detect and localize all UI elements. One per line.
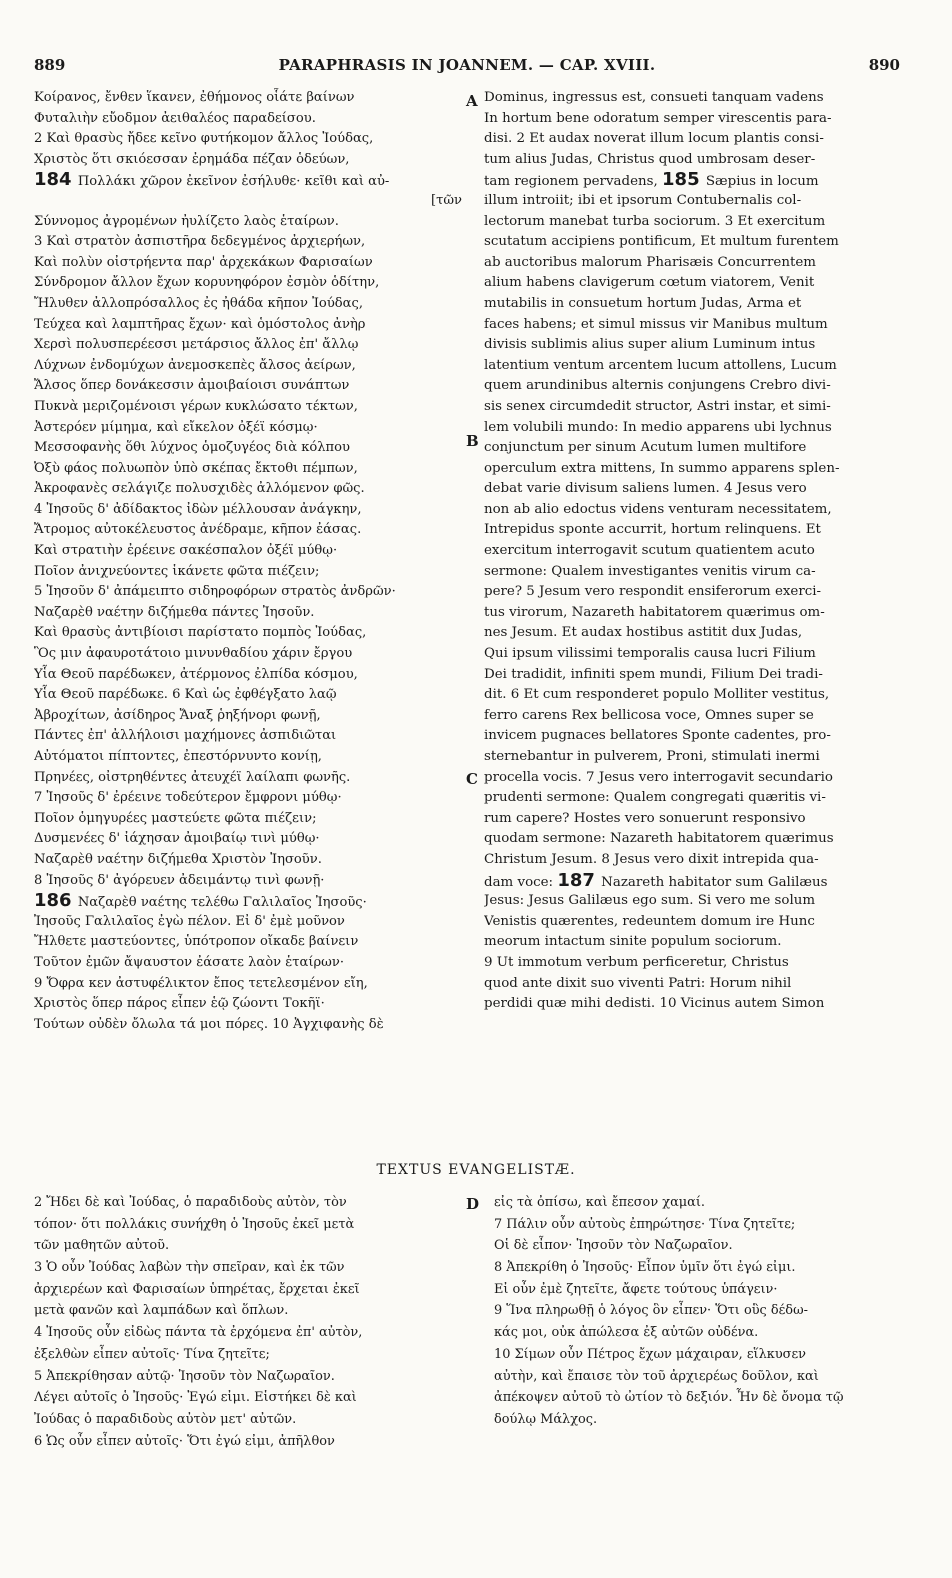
text-segment: sis senex circumdedit structor, Astri instar, et simi- [484,398,831,414]
greek-line [34,994,462,1015]
greek-line [34,974,462,995]
greek-line [34,150,462,171]
gospel-left-line [34,1214,462,1236]
text-segment: exercitum interrogavit scutum quatientem acuto [484,543,815,559]
text-segment: Πυκνὰ μεριζομένοισι γέρων κυκλώσατο τέκτων, [34,398,358,414]
text-segment: dit. 6 Et cum responderet populo Molliter vestitus, [484,687,830,703]
gospel-left-line [34,1322,462,1344]
latin-line [484,953,904,974]
text-segment: debat varie divisum saliens lumen. 4 Jesus vero [484,481,807,497]
text-segment: Υἷα Θεοῦ παρέδωκεν, ἀτέρμονος ἐλπίδα κόσμου, [34,666,358,682]
text-segment: μετὰ φανῶν καὶ λαμπάδων καὶ ὅπλων. [34,1303,289,1319]
text-segment: Ἀκροφανὲς σελάγιζε πολυσχιδὲς ἀλλόμενον φῶς. [34,481,365,497]
text-segment: Intrepidus sponte accurrit, hortum relinquens. Et [484,522,821,538]
greek-line [34,788,462,809]
text-segment: sermone: Qualem investigantes venitis virum ca- [484,563,816,579]
gospel-text-left-column [34,1192,462,1452]
latin-line [484,891,904,912]
text-segment: Αὐτόματοι πίπτοντες, ἐπεστόρνυντο κονίῃ, [34,749,322,764]
latin-line [484,212,904,233]
latin-line [484,438,904,459]
text-segment: 9 Ὄφρα κεν ἀστυφέλικτον ἔπος τετελεσμένον εἴη, [34,975,368,991]
section-number: 186 [34,890,78,912]
page-number-right: 890 [868,56,900,74]
text-segment: Οἱ δὲ εἶπον· Ἰησοῦν τὸν Ναζωραῖον. [494,1238,733,1254]
greek-line [34,768,462,789]
text-segment: Τεύχεα καὶ λαμπτῆρας ἔχων· καὶ ὁμόστολος ἀνὴρ [34,316,366,332]
gospel-right-line [494,1235,900,1257]
text-segment: perdidi quæ mihi dedisti. 10 Vicinus autem Simon [484,996,825,1012]
greek-line [34,438,462,459]
text-segment: Πρηνέες, οἰστρηθέντες ἀτευχέϊ λαίλαπι φωνῆς. [34,769,351,785]
gospel-right-line [494,1300,900,1322]
text-segment: meorum intactum sinite populum sociorum. [484,934,782,950]
text-segment: κάς μοι, οὐκ ἀπώλεσα ἐξ αὐτῶν οὐδένα. [494,1325,759,1341]
text-segment: 7 Πάλιν οὖν αὐτοὺς ἐπηρώτησε· Τίνα ζητεῖτε; [494,1216,796,1232]
text-segment: illum introiit; ibi et ipsorum Contubernalis col- [484,192,802,208]
latin-line [484,582,904,603]
greek-line [34,129,462,150]
gospel-left-line [34,1366,462,1388]
greek-line [34,418,462,439]
text-segment: sternebantur in pulverem, Proni, stimulati inermi [484,749,820,764]
gospel-right-line [494,1344,900,1366]
text-segment: Ναζαρὲθ ναέτης τελέθω Γαλιλαῖος Ἰησοῦς· [77,895,367,911]
text-segment: tus virorum, Nazareth habitatorem quærimus om- [484,604,825,620]
greek-line [34,520,462,541]
greek-line [34,953,462,974]
greek-line [34,603,462,624]
latin-line [484,850,904,871]
text-segment: Dei tradidit, infiniti spem mundi, Filium Dei tradi- [484,666,823,682]
greek-paraphrase-column [34,88,462,1035]
gospel-right-line [494,1214,900,1236]
text-segment: 6 Ὡς οὖν εἶπεν αὐτοῖς· Ὅτι ἐγώ εἰμι, ἀπῆλθον [34,1433,335,1449]
greek-line [34,232,462,253]
text-segment: Σύννομος ἀγρομένων ἠυλίζετο λαὸς ἑταίρων. [34,213,339,229]
margin-marker-a: A [466,92,478,110]
margin-marker-c: C [466,770,478,788]
text-segment: tam regionem pervadens, [484,174,663,190]
greek-line [34,932,462,953]
greek-line [34,809,462,830]
text-segment: τόπον· ὅτι πολλάκις συνήχθη ὁ Ἰησοῦς ἐκεῖ μετὰ [34,1216,355,1232]
text-segment: lectorum manebat turba sociorum. 3 Et exercitum [484,213,826,229]
text-segment: Τοῦτον ἐμῶν ἄψαυστον ἐάσατε λαὸν ἑταίρων· [34,954,344,970]
latin-line [484,706,904,727]
greek-line [34,912,462,933]
latin-line [484,788,904,809]
greek-line [34,1015,462,1036]
gospel-right-line [494,1322,900,1344]
latin-line [484,520,904,541]
section-title: TEXTUS EVANGELISTÆ. [376,1162,576,1178]
text-segment: alium habens clavigerum cœtum viatorem, Venit [484,275,815,291]
gospel-text-right-column [494,1192,900,1431]
gospel-left-line [34,1279,462,1301]
text-segment: rum capere? Hostes vero sonuerunt responsivo [484,810,806,826]
text-segment: Καὶ θρασὺς ἀντιβίοισι παρίστατο πομπὸς Ἰούδας, [34,625,367,641]
latin-line [484,623,904,644]
greek-line [34,623,462,644]
text-segment: Καὶ πολὺν οἰστρήεντα παρ' ἀρχεκάκων Φαρισαίων [34,254,373,270]
latin-line [484,932,904,953]
latin-line [484,315,904,336]
text-segment: 2 Καὶ θρασὺς ἤδεε κεῖνο φυτήκομον ἄλλος Ἰούδας, [34,131,374,147]
text-segment: dam voce: [484,874,558,890]
text-segment: Ἰησοῦς Γαλιλαῖος ἐγὼ πέλον. Εἰ δ' ἐμὲ μοῦνον [34,913,345,929]
latin-line [484,500,904,521]
text-segment: Τούτων οὐδὲν ὄλωλα τά μοι πόρες. 10 Ἀγχιφανὴς δὲ [34,1016,384,1032]
latin-line [484,603,904,624]
text-segment: Ἤλθετε μαστεύοντες, ὑπότροπον οἴκαδε βαίνειν [34,934,359,950]
gospel-left-line [34,1192,462,1214]
text-segment: In hortum bene odoratum semper virescentis para- [484,110,832,126]
latin-line [484,88,904,109]
text-segment: scutatum accipiens pontificum, Et multum furentem [484,234,839,250]
text-segment: Πολλάκι χῶρον ἐκεῖνον ἐσήλυθε· κεῖθι καὶ αὐ- [77,174,390,190]
greek-line [34,109,462,130]
text-segment: Μεσσοφανὴς ὅθι λύχνος ὁμοζυγέος διὰ κόλπου [34,440,351,456]
text-segment: Ἄλσος ὅπερ δονάκεσσιν ἀμοιβαίοισι συνάπτων [34,378,350,394]
greek-line [34,294,462,315]
text-segment: divisis sublimis alius super alium Luminum intus [484,337,816,353]
text-segment: ferro carens Rex bellicosa voce, Omnes super se [484,707,814,723]
latin-line [484,644,904,665]
gospel-right-line [494,1387,900,1409]
greek-line [34,397,462,418]
text-segment: Δυσμενέες δ' ἰάχησαν ἀμοιβαίῳ τινὶ μύθῳ· [34,831,320,847]
text-segment: Ἀβροχίτων, ἀσίδηρος Ἄναξ ῥηξήνορι φωνῇ, [34,707,321,723]
text-segment: Χριστὸς ὅτι σκιόεσσαν ἐρημάδα πέζαν ὁδεύων, [34,151,350,167]
text-segment: Ἄτρομος αὐτοκέλευστος ἀνέδραμε, κῆπον ἐάσας. [34,522,362,538]
latin-line [484,994,904,1015]
text-segment: 10 Σίμων οὖν Πέτρος ἔχων μάχαιραν, εἵλκυσεν [494,1346,806,1362]
section-number: 185 [662,169,706,191]
latin-line [484,665,904,686]
gospel-right-line [494,1279,900,1301]
latin-line [484,562,904,583]
greek-line [34,665,462,686]
latin-line [484,335,904,356]
page-number-left: 889 [34,56,66,74]
text-segment: non ab alio edoctus videns venturam necessitatem, [484,501,832,517]
page-header [34,56,900,78]
text-segment: Υἷα Θεοῦ παρέδωκε. 6 Καὶ ὡς ἐφθέγξατο λαῷ [34,687,337,703]
gospel-right-line [494,1366,900,1388]
text-segment: Ἤλυθεν ἀλλοπρόσαλλος ἐς ἠθάδα κῆπον Ἰούδας, [34,295,363,311]
text-segment: τῶν μαθητῶν αὐτοῦ. [34,1238,170,1254]
text-segment: Venistis quærentes, redeuntem domum ire Hunc [484,913,815,929]
text-segment: Qui ipsum vilissimi temporalis causa lucri Filium [484,646,816,662]
text-segment: 9 Ut immotum verbum perficeretur, Christus [484,954,789,970]
section-number: 187 [557,869,602,891]
latin-line [484,150,904,171]
section-number: 184 [34,169,78,191]
text-segment: procella vocis. 7 Jesus vero interrogavit secundario [484,769,833,785]
text-segment: 5 Ἀπεκρίθησαν αὐτῷ· Ἰησοῦν τὸν Ναζωραῖον. [34,1368,335,1384]
text-segment: Ναζαρὲθ ναέτην διζήμεθα Χριστὸν Ἰησοῦν. [34,851,322,867]
latin-line [484,685,904,706]
text-segment: lem volubili mundo: In medio apparens ubi lychnus [484,419,832,435]
greek-line [34,253,462,274]
text-segment: Dominus, ingressus est, consueti tanquam vadens [484,90,824,105]
greek-line [34,829,462,850]
greek-line [34,376,462,397]
latin-paraphrase-column [484,88,904,1015]
text-segment: mutabilis in consuetum hortum Judas, Arma et [484,295,802,311]
latin-line [484,747,904,768]
latin-line [484,109,904,130]
text-segment: Ὀξὺ φάος πολυωπὸν ὑπὸ σκέπας ἔκτοθι πέμπων, [34,460,358,476]
text-segment: quem arundinibus alternis conjungens Crebro divi- [484,378,831,394]
latin-line [484,273,904,294]
text-segment: Λύχνων ἐνδομύχων ἀνεμοσκεπὲς ἄλσος ἀείρων, [34,357,356,373]
greek-line [34,335,462,356]
latin-line [484,479,904,500]
text-segment: 3 Καὶ στρατὸν ἀσπιστῆρα δεδεγμένος ἀρχιερήων, [34,234,366,250]
text-segment: Ἰούδας ὁ παραδιδοὺς αὐτὸν μετ' αὐτῶν. [34,1411,297,1427]
gospel-left-line [34,1409,462,1431]
gospel-left-line [34,1235,462,1257]
running-title: PARAPHRASIS IN JOANNEM. — CAP. XVIII. [278,56,656,74]
greek-line [34,191,462,212]
greek-line [34,315,462,336]
text-segment: quodam sermone: Nazareth habitatorem quærimus [484,831,834,847]
latin-line [484,912,904,933]
gospel-left-line [34,1257,462,1279]
greek-line [34,850,462,871]
text-segment: Εἰ οὖν ἐμὲ ζητεῖτε, ἄφετε τούτους ὑπάγειν· [494,1281,778,1297]
text-segment: 8 Ἀπεκρίθη ὁ Ἰησοῦς· Εἶπον ὑμῖν ὅτι ἐγώ εἰμι. [494,1260,796,1276]
text-segment: prudenti sermone: Qualem congregati quæritis vi- [484,790,826,806]
text-segment: Λέγει αὐτοῖς ὁ Ἰησοῦς· Ἐγώ εἰμι. Εἱστήκει δὲ καὶ [34,1390,357,1406]
greek-line [34,582,462,603]
greek-line [34,891,462,912]
text-segment: 8 Ἰησοῦς δ' ἀγόρευεν ἀδειμάντῳ τινὶ φωνῇ· [34,872,325,888]
gospel-right-line [494,1257,900,1279]
text-segment: operculum extra mittens, In summo apparens splen- [484,460,840,476]
greek-line [34,500,462,521]
latin-line [484,829,904,850]
text-segment: disi. 2 Et audax noverat illum locum plantis consi- [484,131,824,147]
text-segment: faces habens; et simul missus vir Manibus multum [484,316,828,332]
greek-line [34,212,462,233]
gospel-left-line [34,1344,462,1366]
gospel-right-line [494,1192,900,1214]
latin-line [484,418,904,439]
gospel-left-line [34,1387,462,1409]
text-segment: Nazareth habitator sum Galilæus [601,874,828,890]
margin-marker-b: B [466,432,479,450]
latin-line [484,726,904,747]
latin-line [484,253,904,274]
latin-line [484,232,904,253]
greek-line [34,685,462,706]
greek-line [34,562,462,583]
text-segment: ab auctoribus malorum Pharisæis Concurrentem [484,254,816,270]
text-segment: Jesus: Jesus Galilæus ego sum. Si vero me solum [484,893,816,909]
text-segment: εἰς τὰ ὀπίσω, καὶ ἔπεσον χαμαί. [494,1195,706,1210]
text-segment: δούλῳ Μάλχος. [494,1411,598,1427]
greek-line [34,170,462,191]
latin-line [484,459,904,480]
greek-line [34,747,462,768]
text-segment: Χριστὸς ὅπερ πάρος εἶπεν ἑῷ ζώοντι Τοκῆϊ· [34,996,325,1012]
text-segment: quod ante dixit suo viventi Patri: Horum nihil [484,975,792,991]
text-segment: Sæpius in locum [705,174,819,190]
text-segment: [τῶν [431,192,462,208]
text-segment: Κοίρανος, ἔνθεν ἵκανεν, ἐθήμονος οἷάτε βαίνων [34,90,355,105]
greek-line [34,356,462,377]
text-segment: 2 Ἤδει δὲ καὶ Ἰούδας, ὁ παραδιδοὺς αὐτὸν, τὸν [34,1195,347,1210]
text-segment: Christum Jesum. 8 Jesus vero dixit intrepida qua- [484,851,819,867]
text-segment: Καὶ στρατιὴν ἐρέεινε σακέσπαλον ὀξέϊ μύθῳ· [34,543,338,559]
latin-line [484,397,904,418]
gospel-left-line [34,1300,462,1322]
gospel-right-line [494,1409,900,1431]
latin-line [484,294,904,315]
text-segment: 3 Ὁ οὖν Ἰούδας λαβὼν τὴν σπεῖραν, καὶ ἐκ τῶν [34,1260,345,1276]
text-segment: ἀπέκοψεν αὐτοῦ τὸ ὠτίον τὸ δεξιόν. Ἦν δὲ ὄνομα τῷ [494,1390,844,1406]
text-segment: 4 Ἰησοῦς δ' ἀδίδακτος ἰδὼν μέλλουσαν ἀνάγκην, [34,501,362,517]
latin-line [484,974,904,995]
greek-line [34,706,462,727]
text-segment: latentium ventum arcentem lucum attollens, Lucum [484,357,837,373]
greek-line [34,88,462,109]
text-segment: Ναζαρὲθ ναέτην διζήμεθα πάντες Ἰησοῦν. [34,604,315,620]
greek-line [34,726,462,747]
text-segment: 9 Ἵνα πληρωθῇ ὁ λόγος ὃν εἶπεν· Ὅτι οὓς δέδω- [494,1303,808,1319]
latin-line [484,170,904,191]
latin-line [484,129,904,150]
text-segment: Σύνδρομον ἄλλον ἔχων κορυνηφόρον ἐσμὸν ὁδίτην, [34,275,380,291]
text-segment: 4 Ἰησοῦς οὖν εἰδὼς πάντα τὰ ἐρχόμενα ἐπ' αὐτὸν, [34,1325,363,1341]
text-segment: αὐτὴν, καὶ ἔπαισε τὸν τοῦ ἀρχιερέως δοῦλον, καὶ [494,1368,819,1384]
text-segment: conjunctum per sinum Acutum lumen multifore [484,440,807,456]
greek-line [34,871,462,892]
text-segment: nes Jesum. Et audax hostibus astitit dux Judas, [484,625,803,641]
latin-line [484,541,904,562]
greek-line [34,644,462,665]
text-segment: Φυταλιὴν εὔοδμον ἀειθαλέος παραδείσου. [34,110,316,126]
text-segment: 7 Ἰησοῦς δ' ἐρέεινε τοδεύτερον ἔμφρονι μύθῳ· [34,790,342,806]
text-segment: tum alius Judas, Christus quod umbrosam deser- [484,151,816,167]
text-segment: Ποῖον ὁμηγυρέες μαστεύετε φῶτα πιέζειν; [34,810,317,826]
margin-marker-d: D [466,1195,480,1213]
text-segment: Ὃς μιν ἀφαυροτάτοιο μινυνθαδίου χάριν ἔργου [34,646,353,662]
gospel-left-line [34,1431,462,1453]
latin-line [484,809,904,830]
text-segment: Χερσὶ πολυσπερέεσσι μετάρσιος ἄλλος ἐπ' ἄλλῳ [34,337,359,353]
text-segment: Ἀστερόεν μίμημα, καὶ εἴκελον ὀξέϊ κόσμῳ· [34,419,318,435]
text-segment: Πάντες ἐπ' ἀλλήλοισι μαχήμονες ἀσπιδιῶται [34,728,337,744]
greek-line [34,479,462,500]
text-segment: ἐξελθὼν εἶπεν αὐτοῖς· Τίνα ζητεῖτε; [34,1346,270,1362]
latin-line [484,191,904,212]
text-segment: Ποῖον ἀνιχνεύοντες ἱκάνετε φῶτα πιέζειν; [34,563,320,579]
latin-line [484,356,904,377]
greek-line [34,541,462,562]
latin-line [484,768,904,789]
text-segment: pere? 5 Jesum vero respondit ensiferorum exerci- [484,584,822,600]
text-segment: 5 Ἰησοῦν δ' ἀπάμειπτο σιδηροφόρων στρατὸς ἀνδρῶν· [34,584,396,600]
greek-line [34,273,462,294]
latin-line [484,376,904,397]
text-segment: invicem pugnaces bellatores Sponte cadentes, pro- [484,728,831,744]
greek-line [34,459,462,480]
text-segment: ἀρχιερέων καὶ Φαρισαίων ὑπηρέτας, ἔρχεται ἐκεῖ [34,1281,360,1297]
latin-line [484,871,904,892]
